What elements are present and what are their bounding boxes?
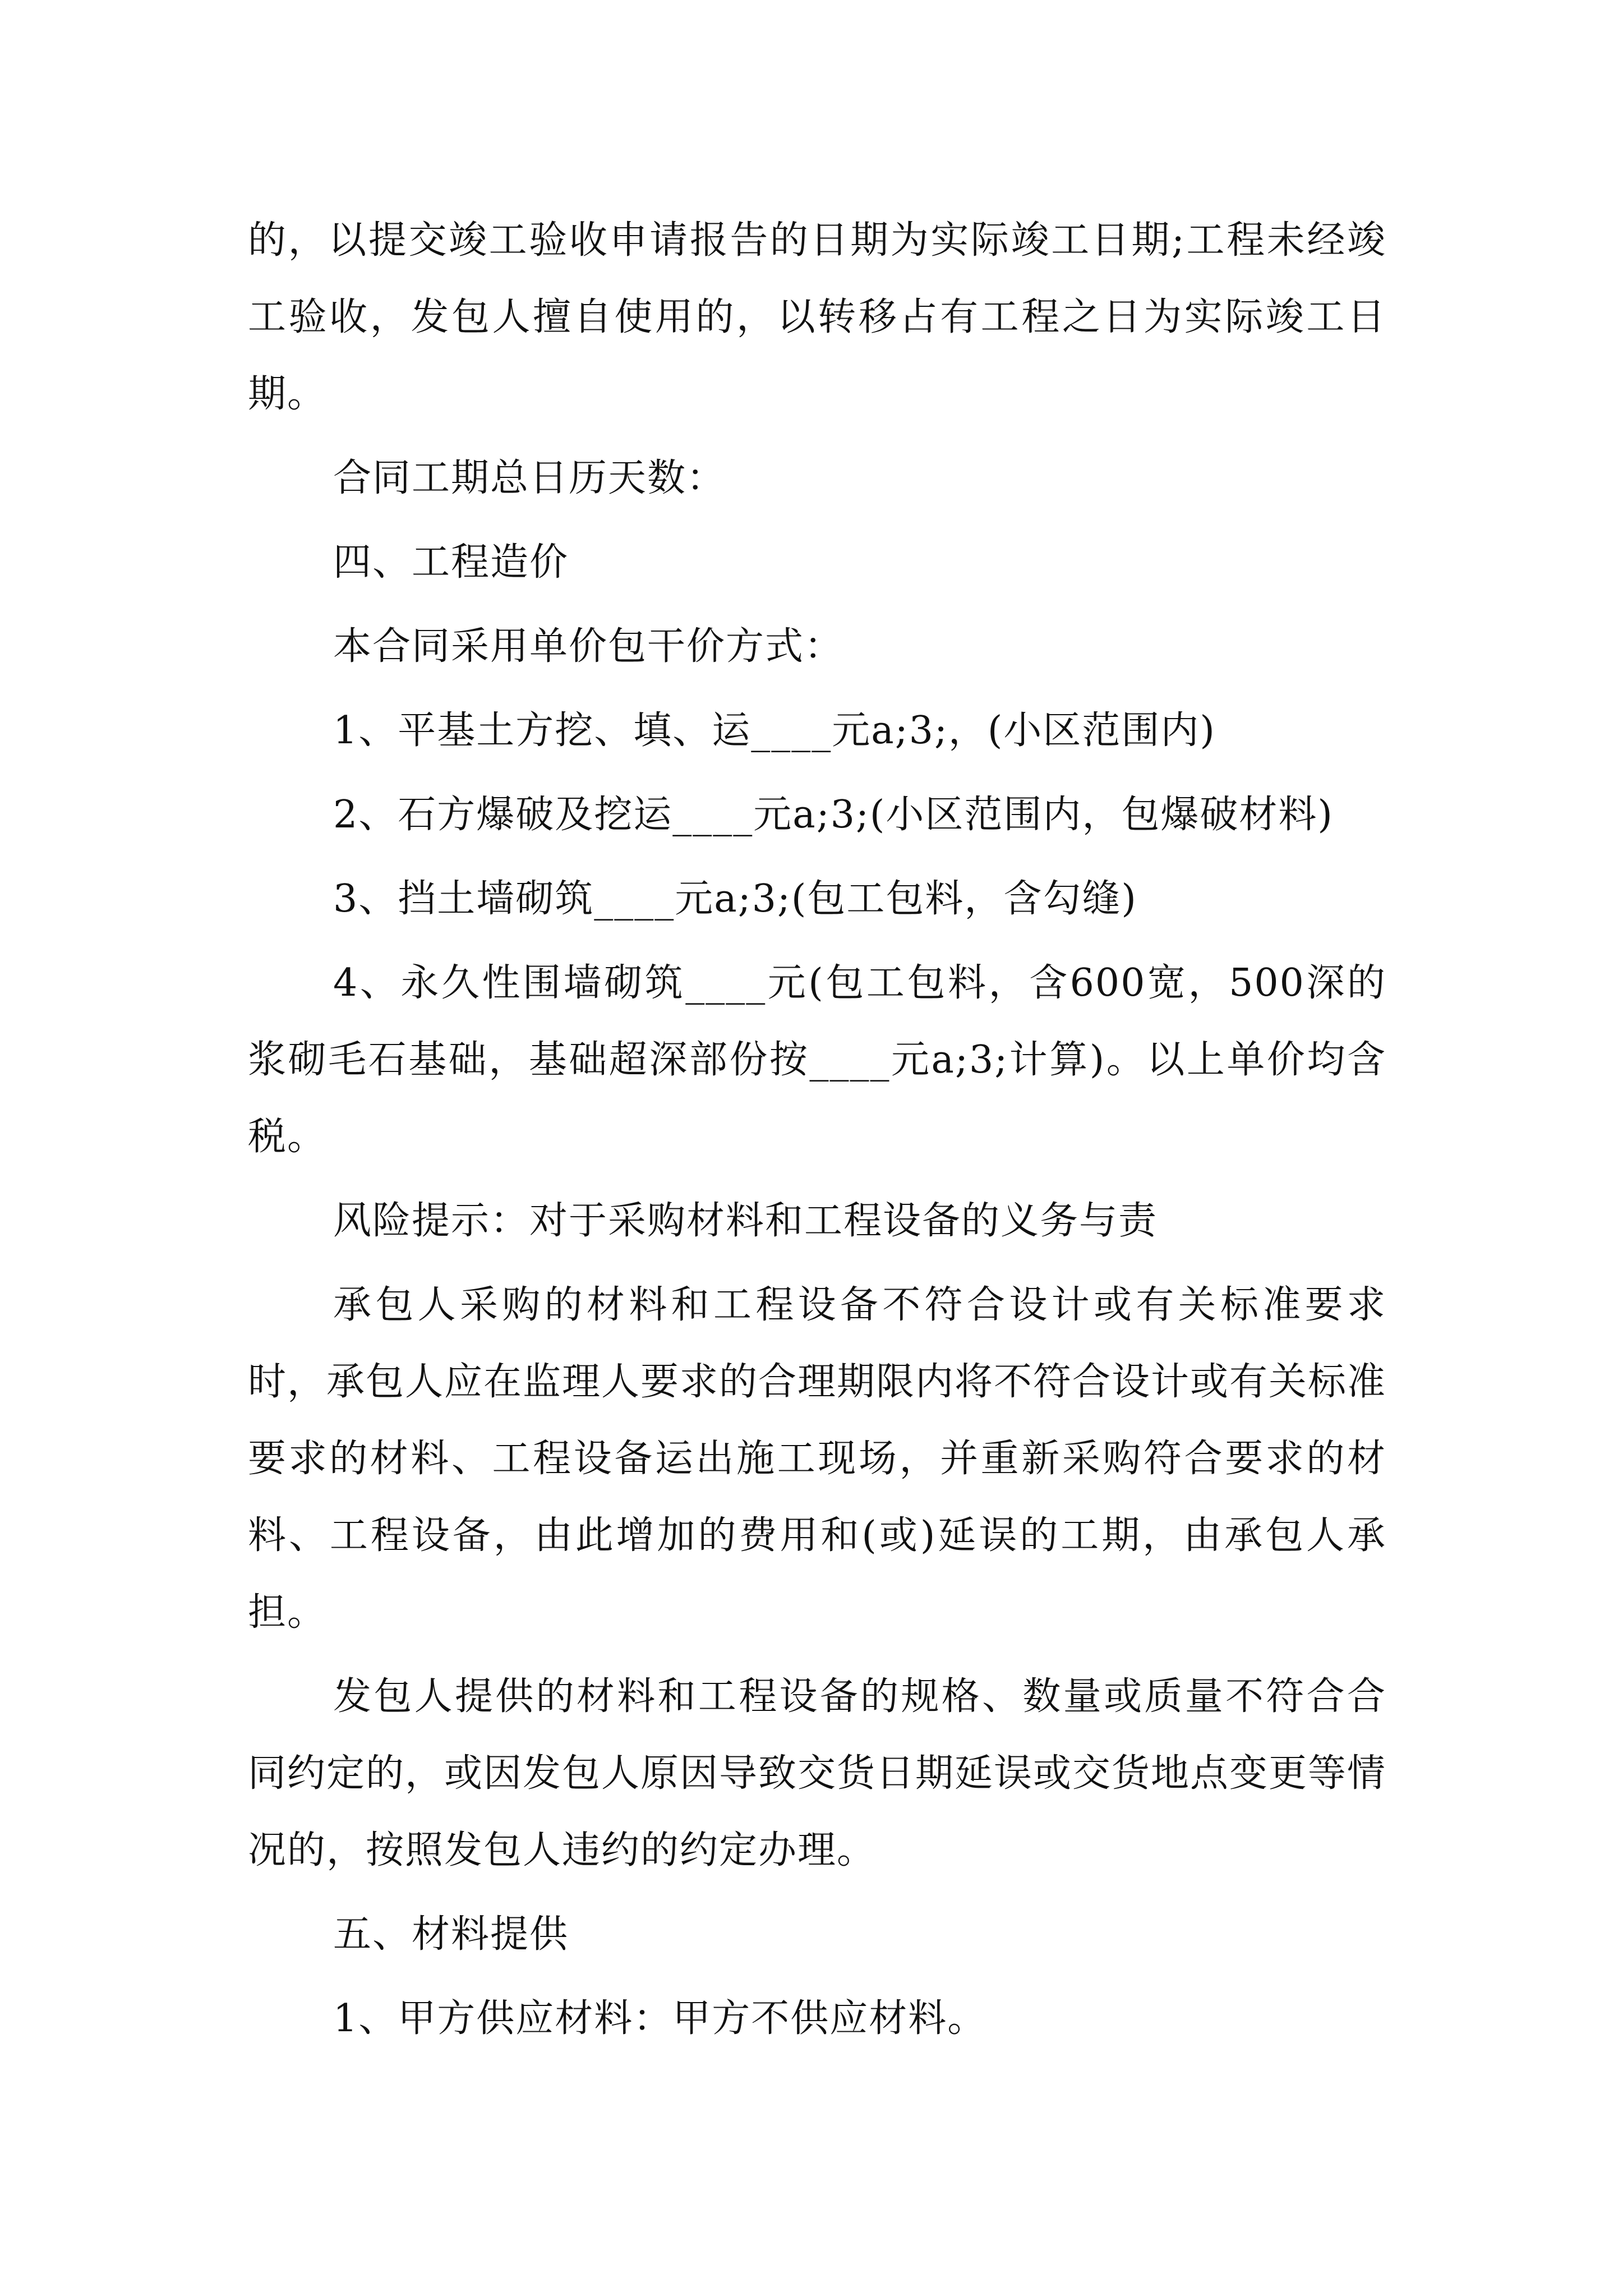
list-item-boundary-wall: 4、永久性围墙砌筑____元(包工包料，含600宽，500深的浆砌毛石基础，基础超深部份按____元a;3;计算)。以上单价均含税。	[248, 961, 1386, 1159]
paragraph-total-days: 合同工期总日历天数：	[333, 456, 726, 500]
list-item-earthwork: 1、平基土方挖、填、运____元a;3;，(小区范围内)	[333, 708, 1216, 753]
list-item-blasting: 2、石方爆破及挖运____元a;3;(小区范围内，包爆破材料)	[333, 793, 1334, 837]
paragraph-pricing-method: 本合同采用单价包干价方式：	[333, 624, 844, 669]
list-item-retaining-wall: 3、挡土墙砌筑____元a;3;(包工包料，含勾缝)	[333, 877, 1137, 921]
section-heading-material-supply: 五、材料提供	[333, 1912, 569, 1957]
paragraph-contractor-materials: 承包人采购的材料和工程设备不符合设计或有关标准要求时，承包人应在监理人要求的合理期限内将不符合设计或有关标准要求的材料、工程设备运出施工现场，并重新采购符合要求的材料、工程设备，由此增加的费用和(或)延误的工期，由承包人承担。	[248, 1283, 1387, 1635]
list-item-party-a-supply: 1、甲方供应材料：甲方不供应材料。	[333, 1996, 987, 2041]
paragraph-employer-materials: 发包人提供的材料和工程设备的规格、数量或质量不符合合同约定的，或因发包人原因导致交货日期延误或交货地点变更等情况的，按照发包人违约的约定办理。	[248, 1674, 1387, 1872]
paragraph-completion-date: 的，以提交竣工验收申请报告的日期为实际竣工日期;工程未经竣工验收，发包人擅自使用的，以转移占有工程之日为实际竣工日期。	[248, 218, 1386, 416]
document-page	[248, 202, 1386, 2064]
section-heading-project-cost: 四、工程造价	[333, 540, 569, 585]
paragraph-risk-notice: 风险提示：对于采购材料和工程设备的义务与责	[333, 1199, 1158, 1243]
